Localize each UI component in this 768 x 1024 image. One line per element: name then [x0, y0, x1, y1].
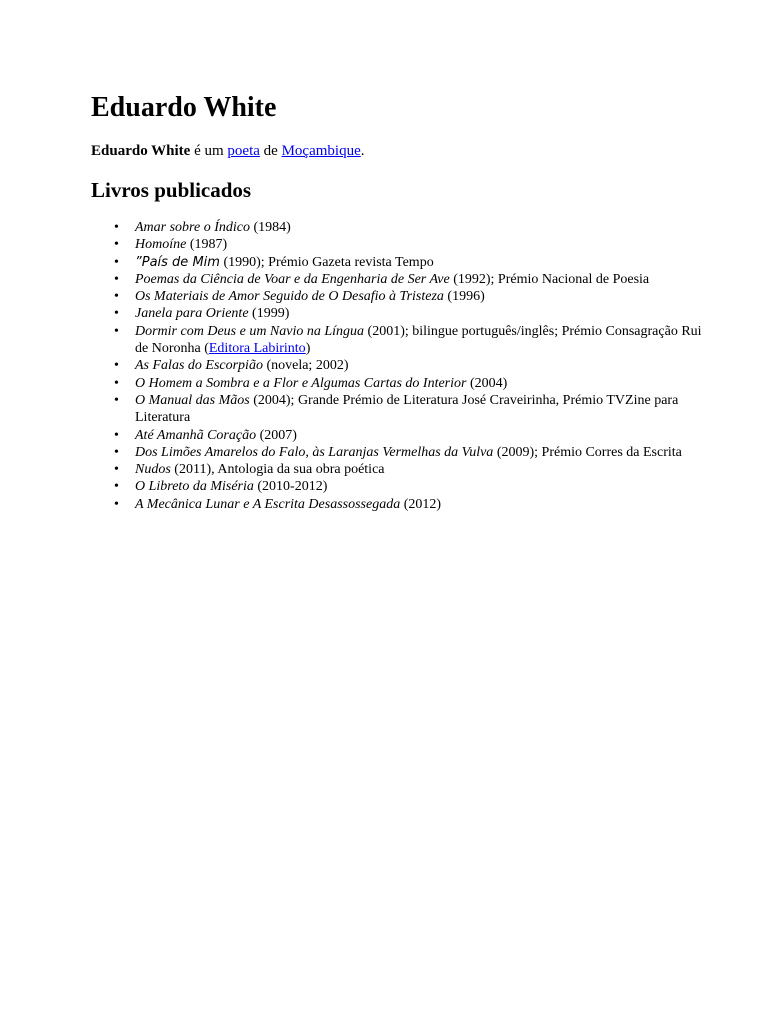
list-item — [114, 305, 715, 322]
list-item — [114, 392, 715, 427]
book-details: (1987) — [186, 237, 228, 253]
book-details: (2011), Antologia da sua obra poética — [170, 462, 385, 478]
bullet-icon: • — [114, 462, 119, 478]
book-title: Dormir com Deus e um Navio na Língua — [135, 323, 365, 339]
bullet-icon: • — [114, 323, 119, 339]
list-item — [114, 254, 715, 271]
list-item — [114, 375, 715, 392]
book-details: (1984) — [249, 220, 291, 235]
list-item — [114, 219, 715, 236]
bullet-icon: • — [114, 479, 119, 495]
intro-subject: Eduardo White — [91, 143, 191, 159]
book-details: (1999) — [248, 306, 290, 322]
book-details: (2010-2012) — [253, 479, 328, 495]
bullet-icon: • — [114, 306, 119, 322]
book-details: (2007) — [256, 427, 297, 443]
bullet-icon: • — [114, 496, 119, 512]
bullet-icon: • — [114, 254, 119, 270]
list-item — [114, 444, 715, 461]
list-item — [114, 478, 715, 495]
intro-text-1: é um — [190, 143, 228, 159]
list-item — [114, 496, 715, 513]
bullet-icon: • — [114, 358, 119, 374]
bullet-icon: • — [114, 271, 119, 287]
list-item — [114, 427, 715, 444]
list-item — [114, 461, 715, 478]
book-title: O Manual das Mãos — [135, 392, 250, 408]
book-title: ”País de Mim — [135, 254, 220, 270]
bullet-icon: • — [114, 289, 119, 305]
section-heading-livros-publicados: Livros publicados — [91, 178, 252, 202]
bullet-icon: • — [114, 375, 119, 391]
book-details: (2004) — [466, 375, 508, 391]
books-list — [91, 219, 715, 513]
bullet-icon: • — [114, 220, 119, 235]
intro-paragraph — [91, 141, 364, 161]
mocambique-link[interactable]: Moçambique — [281, 143, 361, 159]
intro-text-3: . — [360, 143, 365, 159]
bullet-icon: • — [114, 237, 119, 253]
book-title: Amar sobre o Índico — [135, 220, 250, 235]
book-title: As Falas do Escorpião — [135, 358, 263, 374]
book-details: (novela; 2002) — [262, 358, 349, 374]
book-details: (2009); Prémio Corres da Escrita — [493, 444, 682, 460]
bullet-icon: • — [114, 444, 119, 460]
book-title: Os Materiais de Amor Seguido de O Desafio à Tristeza — [135, 289, 444, 305]
editora-labirinto-link[interactable]: Editora Labirinto — [208, 341, 306, 357]
book-details: (2001); bilingue português/inglês; Prémio Consagração Rui de Noronha ( — [135, 323, 702, 357]
list-item — [114, 288, 715, 305]
book-title: O Homem a Sombra e a Flor e Algumas Cartas do Interior — [135, 375, 467, 391]
page-title: Eduardo White — [91, 92, 277, 123]
book-title: O Libreto da Miséria — [135, 479, 254, 495]
book-details: (2012) — [400, 496, 442, 512]
book-details: (2004); Grande Prémio de Literatura José Craveirinha, Prémio TVZine para Literatura — [135, 392, 679, 426]
book-title: Homoíne — [135, 237, 187, 253]
book-details: (1992); Prémio Nacional de Poesia — [449, 271, 650, 287]
book-details: (1996) — [443, 289, 485, 305]
book-title: Janela para Oriente — [135, 306, 249, 322]
book-details-closing: ) — [305, 341, 311, 357]
list-item — [114, 271, 715, 288]
book-title: Nudos — [135, 462, 171, 478]
book-title: A Mecânica Lunar e A Escrita Desassossegada — [135, 496, 401, 512]
book-title: Até Amanhã Coração — [135, 427, 257, 443]
bullet-icon: • — [114, 427, 119, 443]
list-item — [114, 357, 715, 374]
book-title: Poemas da Ciência de Voar e da Engenharia de Ser Ave — [135, 271, 450, 287]
book-title: Dos Limões Amarelos do Falo, às Laranjas Vermelhas da Vulva — [135, 444, 494, 460]
intro-text-2: de — [259, 143, 282, 159]
list-item — [114, 236, 715, 253]
book-details: (1990); Prémio Gazeta revista Tempo — [219, 254, 434, 270]
list-item — [114, 323, 715, 358]
poeta-link[interactable]: poeta — [227, 143, 260, 159]
bullet-icon: • — [114, 392, 119, 408]
